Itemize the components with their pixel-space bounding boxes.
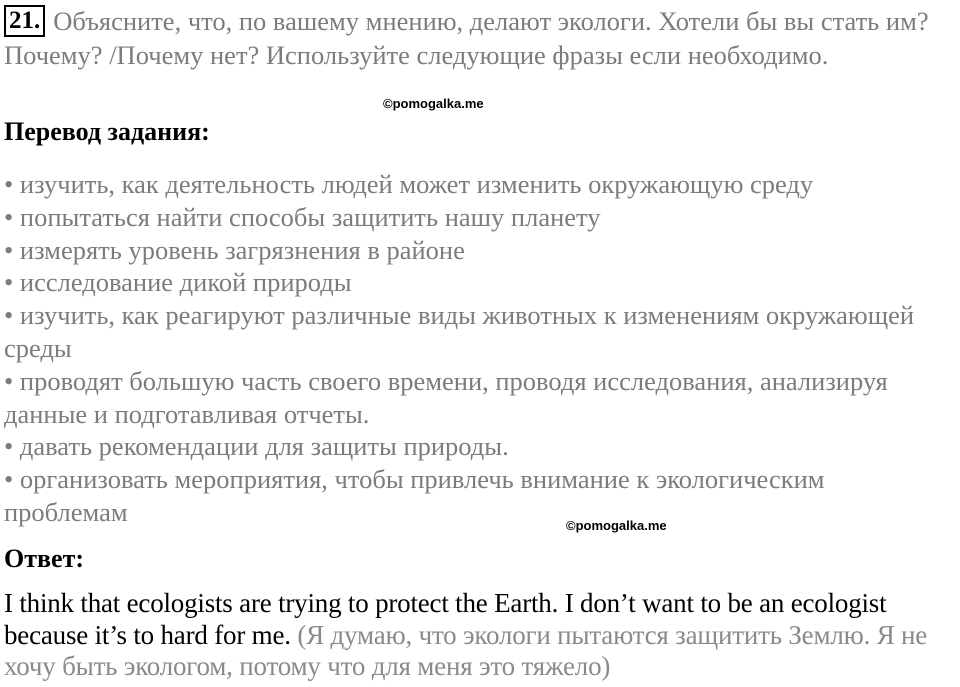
answer-russian: (Я думаю, что экологи пытаются защитить Землю. Я не хочу быть экологом, потому что для меня это тяжело) bbox=[4, 619, 928, 681]
phrase-item: • измерять уровень загрязнения в районе bbox=[4, 234, 465, 265]
watermark: ©pomogalka.me bbox=[566, 518, 667, 533]
phrase-item: • организовать мероприятия, чтобы привлечь внимание к экологическим проблемам bbox=[4, 464, 825, 527]
task-text: Объясните, что, по вашему мнению, делают экологи. Хотели бы вы стать им? Почему? /Почему нет? Используйте следующие фразы если необходимо. bbox=[4, 6, 929, 70]
phrase-item: • попытаться найти способы защитить нашу планету bbox=[4, 201, 601, 232]
task-number: 21. bbox=[4, 5, 45, 37]
phrase-item: • изучить, как деятельность людей может изменить окружающую среду bbox=[4, 169, 814, 199]
answer-english: I think that ecologists are trying to protect the Earth. I don’t want to be an ecologist because it’s to hard for me. bbox=[4, 588, 887, 650]
phrase-item: • исследование дикой природы bbox=[4, 267, 352, 298]
phrase-list bbox=[4, 168, 954, 529]
answer-title: Ответ: bbox=[4, 544, 85, 573]
phrase-item: • проводят большую часть своего времени, проводя исследования, анализируя данные и подготавливая отчеты. bbox=[4, 365, 888, 429]
phrase-item: • давать рекомендации для защиты природы. bbox=[4, 431, 509, 462]
translation-title: Перевод задания: bbox=[4, 117, 210, 146]
answer-text bbox=[4, 588, 960, 683]
task-statement bbox=[4, 4, 954, 72]
watermark: ©pomogalka.me bbox=[383, 96, 484, 111]
phrase-item: • изучить, как реагируют различные виды животных к изменениям окружающей среды bbox=[4, 300, 915, 363]
